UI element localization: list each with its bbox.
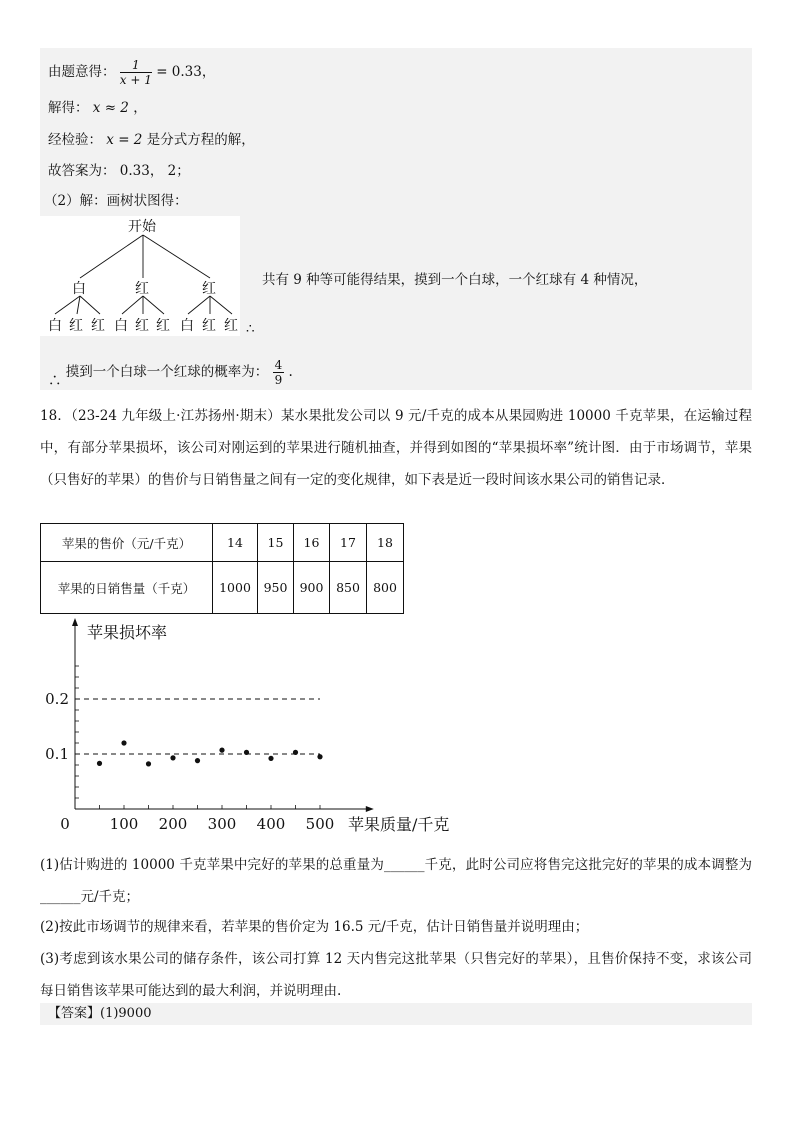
- table-cell: 800: [367, 562, 404, 614]
- x-tick-label: 400: [256, 815, 286, 833]
- chart-ref-lines: [75, 699, 320, 754]
- sales-table: [40, 523, 404, 614]
- chart-points: [97, 740, 323, 766]
- tree-edge: [188, 296, 210, 314]
- tree-node-l2: 白: [48, 318, 62, 334]
- solution-line-3: 经检验： x = 2 是分式方程的解，: [48, 132, 255, 148]
- y-axis-label: 苹果损坏率: [87, 623, 168, 642]
- tree-edge: [55, 296, 80, 314]
- fraction: $\frac{1}{x + 1}$: [119, 58, 152, 87]
- tree-node-l2: 红: [224, 318, 238, 334]
- table-cell: 850: [330, 562, 367, 614]
- solution-line-1: 由题意得： $\frac{1}{x + 1}$ = 0.33，: [48, 58, 216, 87]
- data-point: [146, 761, 151, 766]
- question-1: (1)估计购进的 10000 千克苹果中完好的苹果的总重量为______千克，此时公司应将售完这批完好的苹果的成本调整为______元/千克；: [40, 857, 752, 905]
- question-3: (3)考虑到该水果公司的储存条件，该公司打算 12 天内售完这批苹果（只售完好的苹果），且售价保持不变，求该公司每日销售该苹果可能达到的最大利润，并说明理由.: [40, 951, 752, 999]
- data-point: [97, 761, 102, 766]
- tree-edge: [80, 235, 143, 278]
- row-label-sales: 苹果的日销售量（千克）: [41, 562, 213, 614]
- probability-line: ∴ 摸到一个白球一个红球的概率为： $\frac{4}{9}$ .: [48, 358, 293, 389]
- data-point: [293, 750, 298, 755]
- origin-label: 0: [60, 815, 70, 833]
- answer-line: 【答案】(1)9000: [40, 1003, 752, 1025]
- tree-node-l2: 红: [91, 318, 105, 334]
- tree-edge: [122, 296, 143, 314]
- tree-node-l1: 红: [135, 281, 149, 297]
- solution-part2: （2）解：画树状图得：: [44, 193, 188, 209]
- tree-node-l2: 红: [69, 318, 83, 334]
- tree-node-l2: 白: [114, 318, 128, 334]
- tree-edge: [210, 296, 232, 314]
- tree-diagram: [40, 216, 240, 336]
- tree-edge: [143, 296, 164, 314]
- tree-node-l1: 红: [202, 281, 216, 297]
- data-point: [317, 754, 322, 759]
- table-cell: 18: [367, 524, 404, 562]
- data-point: [195, 758, 200, 763]
- tree-node-l2: 红: [135, 318, 149, 334]
- x-axis-label: 苹果质量/千克: [348, 815, 450, 834]
- therefore-symbol: ∴: [246, 321, 255, 337]
- damage-rate-chart: [40, 614, 480, 844]
- tree-node-l2: 白: [180, 318, 194, 334]
- x-tick-label: 200: [158, 815, 188, 833]
- data-point: [268, 756, 273, 761]
- probability-fraction: $\frac{4}{9}$: [274, 358, 283, 387]
- chart-labels: [45, 623, 449, 834]
- tree-node-l1: 白: [72, 281, 86, 297]
- tree-node-l2: 红: [202, 318, 216, 334]
- table-cell: 17: [330, 524, 367, 562]
- x-tick-label: 300: [207, 815, 237, 833]
- data-point: [121, 740, 126, 745]
- table-cell: 14: [213, 524, 258, 562]
- x-tick-label: 100: [109, 815, 139, 833]
- data-point: [244, 750, 249, 755]
- table-cell: 15: [258, 524, 294, 562]
- tree-root: 开始: [128, 219, 156, 235]
- table-cell: 1000: [213, 562, 258, 614]
- solution-line-2: 解得： x ≈ 2 ，: [48, 100, 147, 116]
- y-tick-label: 0.2: [45, 690, 69, 708]
- table-cell: 950: [258, 562, 294, 614]
- question-paragraph: 18．（23-24 九年级上·江苏扬州·期末）某水果批发公司以 9 元/千克的成本从果园购进 10000 千克苹果，在运输过程中，有部分苹果损坏，该公司对刚运到的苹果进行随机抽查，并得到如图的“苹果损坏率”统计图．由于市场调节，苹果（只售好的苹果）的售价与日销售量之间有一定的变化规律，如下表是近一段时间该水果公司的销售记录．: [40, 408, 752, 488]
- y-axis-arrow: [72, 618, 78, 626]
- tree-edge: [143, 235, 210, 278]
- row-label-price: 苹果的售价（元/千克）: [41, 524, 213, 562]
- question-2: (2)按此市场调节的规律来看，若苹果的售价定为 16.5 元/千克，估计日销售量并说明理由；: [40, 919, 589, 935]
- table-cell: 900: [294, 562, 330, 614]
- chart-axes: [72, 618, 374, 812]
- tree-edge: [77, 296, 80, 314]
- tree-node-l2: 红: [156, 318, 170, 334]
- x-tick-label: 500: [305, 815, 335, 833]
- x-axis-arrow: [366, 806, 374, 812]
- tree-edge: [80, 296, 100, 314]
- solution-line-4: 故答案为： 0.33， 2；: [48, 163, 190, 179]
- table-cell: 16: [294, 524, 330, 562]
- y-tick-label: 0.1: [45, 745, 69, 763]
- data-point: [170, 755, 175, 760]
- data-point: [219, 748, 224, 753]
- tree-note: 共有 9 种等可能得结果，摸到一个白球，一个红球有 4 种情况，: [262, 272, 648, 288]
- table-row: [41, 562, 404, 614]
- table-row: [41, 524, 404, 562]
